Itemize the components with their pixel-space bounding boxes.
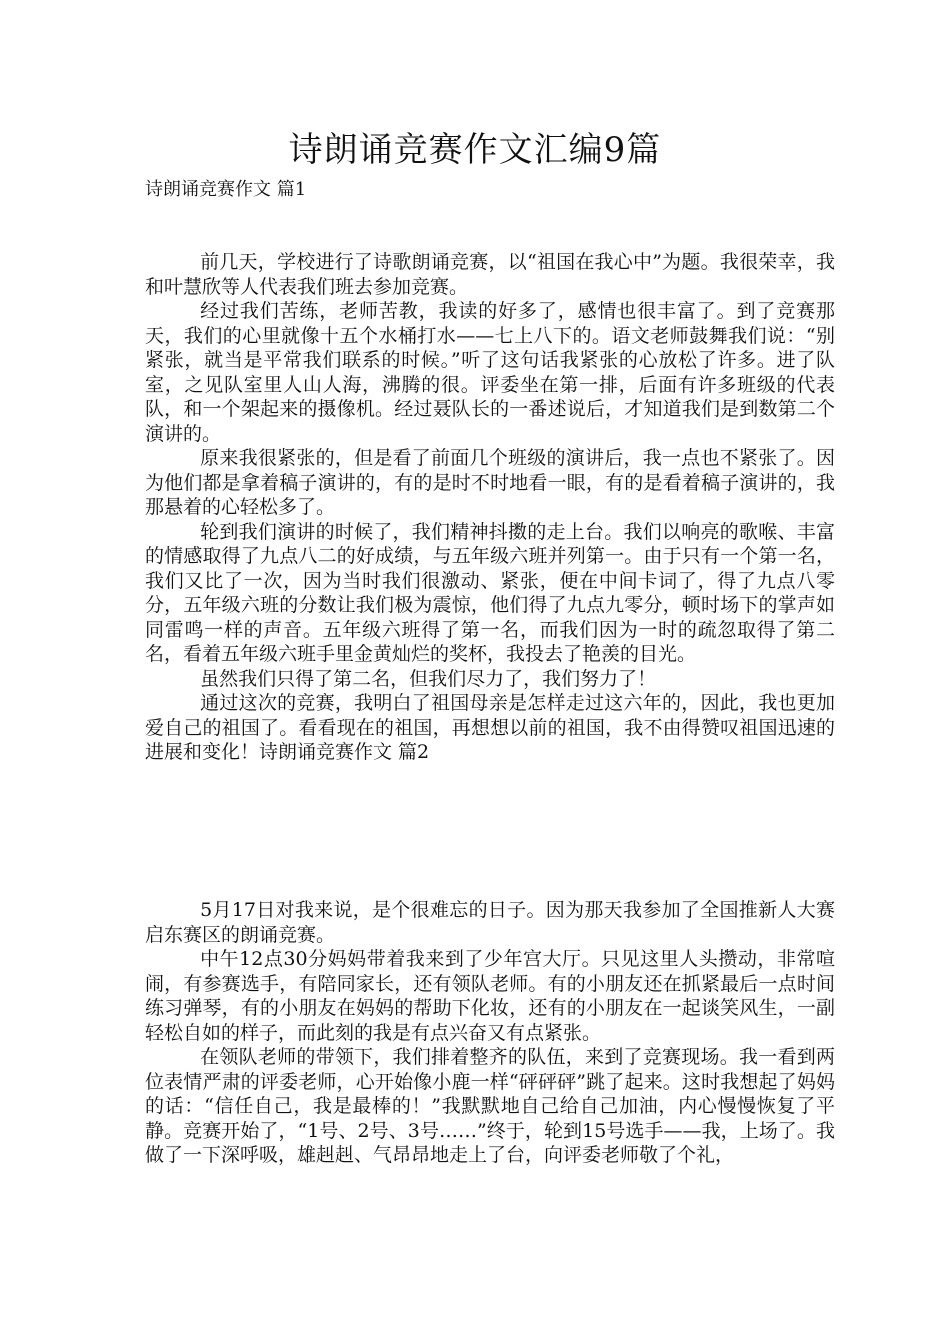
section-2-paragraph-1: 5月17日对我来说，是个很难忘的日子。因为那天我参加了全国推新人大赛启东赛区的朗诵竞赛。 <box>145 899 835 946</box>
section-2-heading: 诗朗诵竞赛作文 篇2 <box>259 741 430 763</box>
section-1-paragraph-3: 原来我很紧张的，但是看了前面几个班级的演讲后，我一点也不紧张了。因为他们都是拿着稿子演讲的，有的是时不时地看一眼，有的是看着稿子演讲的，我那悬着的心轻松多了。 <box>145 447 835 518</box>
section-1-body <box>145 250 835 765</box>
section-1-paragraph-2: 经过我们苦练，老师苦教，我读的好多了，感情也很丰富了。到了竞赛那天，我们的心里就像十五个水桶打水——七上八下的。语文老师鼓舞我们说：“别紧张，就当是平常我们联系的时候。”听了这句话我紧张的心放松了许多。进了队室，之见队室里人山人海，沸腾的很。评委坐在第一排，后面有许多班级的代表队，和一个架起来的摄像机。经过聂队长的一番述说后，才知道我们是到数第二个演讲的。 <box>145 300 835 445</box>
section-1-paragraph-1: 前几天，学校进行了诗歌朗诵竞赛，以“祖国在我心中”为题。我很荣幸，我和叶慧欣等人代表我们班去参加竞赛。 <box>145 251 835 298</box>
document-title: 诗朗诵竞赛作文汇编9篇 <box>288 130 662 170</box>
section-2-body <box>145 898 835 1168</box>
section-1-paragraph-6 <box>145 691 835 765</box>
section-1-heading: 诗朗诵竞赛作文 篇1 <box>145 179 307 200</box>
section-2-paragraph-2: 中午12点30分妈妈带着我来到了少年宫大厅。只见这里人头攒动，非常喧闹，有参赛选手，有陪同家长，还有领队老师。有的小朋友还在抓紧最后一点时间练习弹琴，有的小朋友在妈妈的帮助下化妆，还有的小朋友在一起谈笑风生，一副轻松自如的样子，而此刻的我是有点兴奋又有点紧张。 <box>145 948 835 1044</box>
section-1-paragraph-4: 轮到我们演讲的时候了，我们精神抖擞的走上台。我们以响亮的歌喉、丰富的情感取得了九点八二的好成绩，与五年级六班并列第一。由于只有一个第一名，我们又比了一次，因为当时我们很激动、紧张，便在中间卡词了，得了九点八零分，五年级六班的分数让我们极为震惊，他们得了九点九零分，顿时场下的掌声如同雷鸣一样的声音。五年级六班得了第一名，而我们因为一时的疏忽取得了第二名，看着五年级六班手里金黄灿烂的奖杯，我投去了艳羡的目光。 <box>145 520 835 665</box>
section-1-paragraph-5: 虽然我们只得了第二名，但我们尽力了，我们努力了！ <box>200 667 657 690</box>
section-1-paragraph-6-text: 通过这次的竞赛，我明白了祖国母亲是怎样走过这六年的，因此，我也更加爱自己的祖国了。看看现在的祖国，再想想以前的祖国，我不由得赞叹祖国迅速的进展和变化！ <box>145 692 835 763</box>
section-2-paragraph-3: 在领队老师的带领下，我们排着整齐的队伍，来到了竞赛现场。我一看到两位表情严肃的评委老师，心开始像小鹿一样“砰砰砰”跳了起来。这时我想起了妈妈的话：“信任自己，我是最棒的！”我默默地自己给自己加油，内心慢慢恢复了平静。竞赛开始了，“1号、2号、3号……”终于，轮到15号选手——我，上场了。我做了一下深呼吸，雄赳赳、气昂昂地走上了台，向评委老师敬了个礼， <box>145 1046 835 1166</box>
